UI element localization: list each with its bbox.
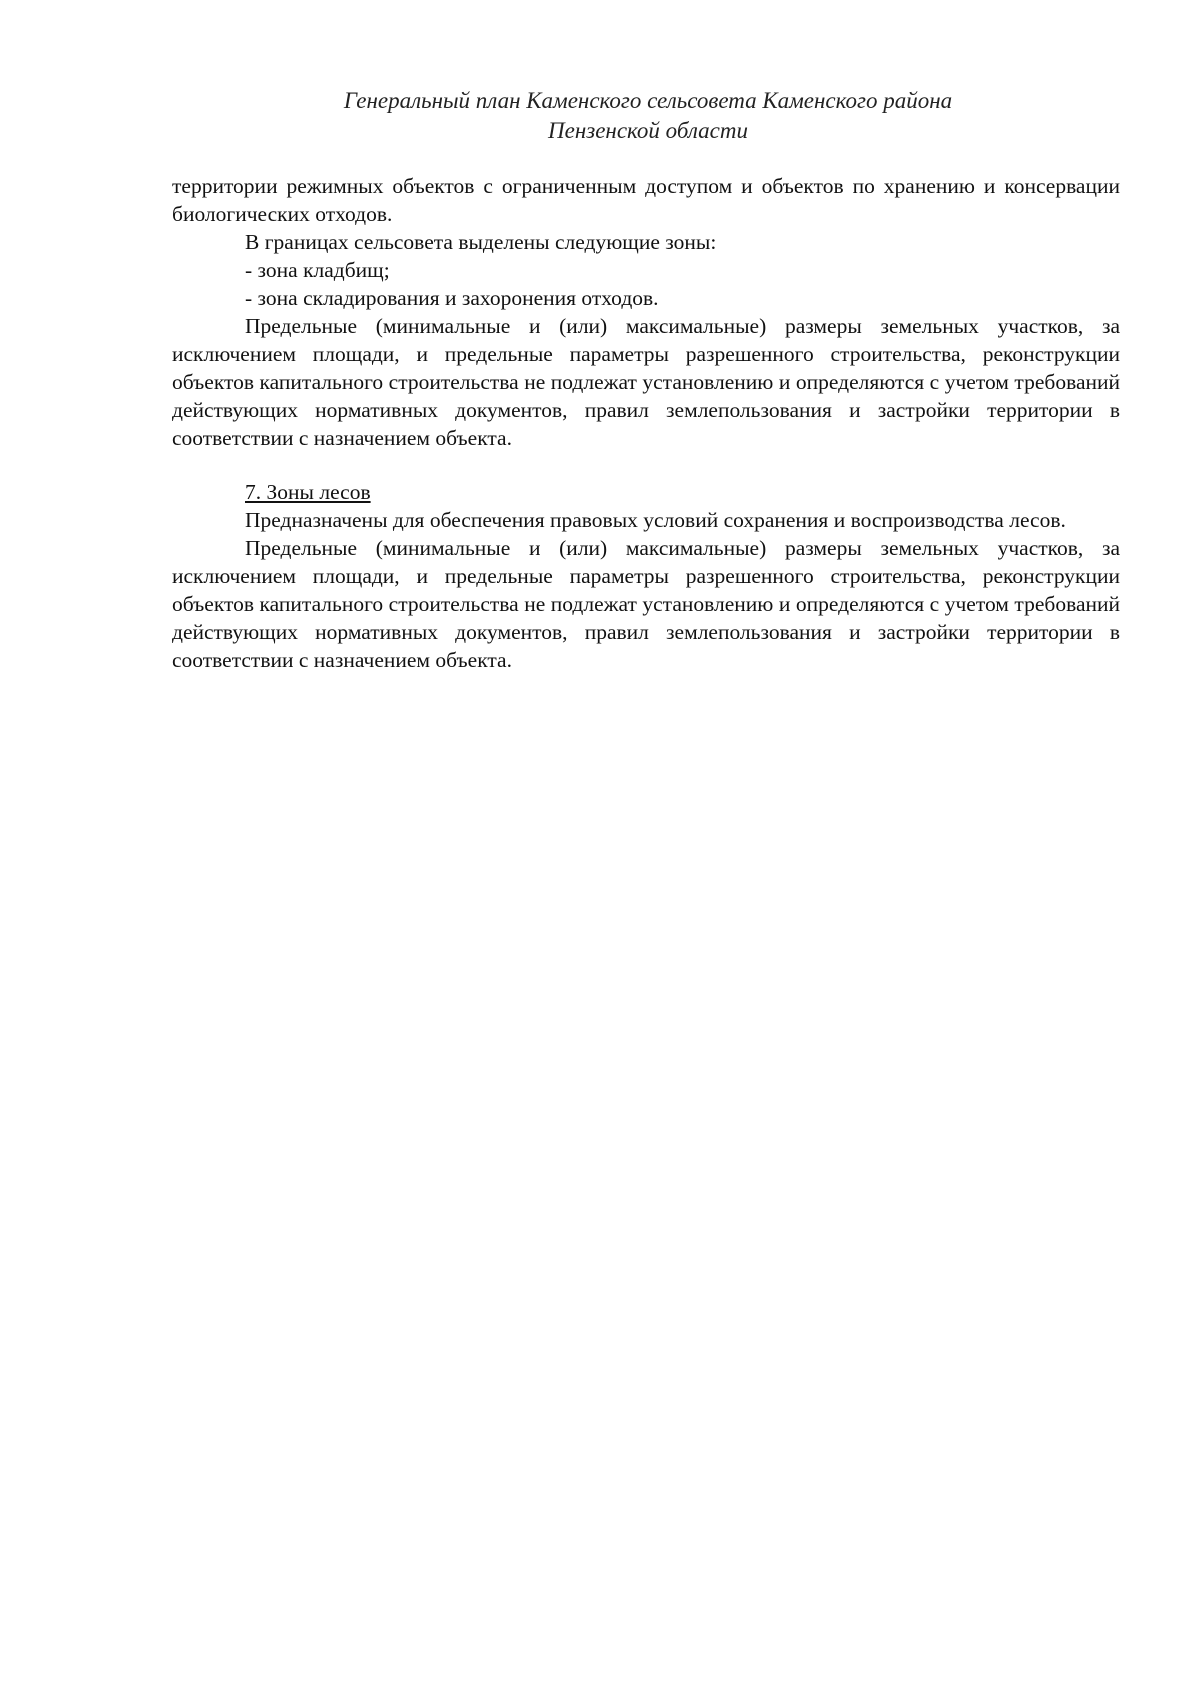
header-line-1: Генеральный план Каменского сельсовета Каменского района: [343, 88, 953, 113]
section-heading-text: 7. Зоны лесов: [245, 480, 371, 504]
section-heading: [172, 478, 1120, 506]
list-item-zone-2: - зона складирования и захоронения отходов.: [245, 286, 659, 310]
header-line-2: Пензенской области: [548, 118, 748, 143]
running-header: [170, 86, 1126, 146]
paragraph-purpose: Предназначены для обеспечения правовых условий сохранения и воспроизводства лесов.: [245, 508, 1066, 532]
paragraph-zones-intro: В границах сельсовета выделены следующие зоны:: [245, 230, 717, 254]
list-item-zone-1: - зона кладбищ;: [245, 258, 390, 282]
document-body: [172, 172, 1120, 674]
paragraph-limits-1: Предельные (минимальные и (или) максимальные) размеры земельных участков, за исключением площади, и предельные параметры разрешенного строительства, реконструкции объектов капитального строительства не подлежат установлению и определяются с учетом требований действующих нормативных документов, правил землепользования и застройки территории в соответствии с назначением объекта.: [172, 314, 1120, 450]
section-spacer: [172, 452, 1120, 478]
paragraph-limits-2: Предельные (минимальные и (или) максимальные) размеры земельных участков, за исключением площади, и предельные параметры разрешенного строительства, реконструкции объектов капитального строительства не подлежат установлению и определяются с учетом требований действующих нормативных документов, правил землепользования и застройки территории в соответствии с назначением объекта.: [172, 536, 1120, 672]
paragraph-continuation: территории режимных объектов с ограниченным доступом и объектов по хранению и консервации биологических отходов.: [172, 174, 1120, 226]
